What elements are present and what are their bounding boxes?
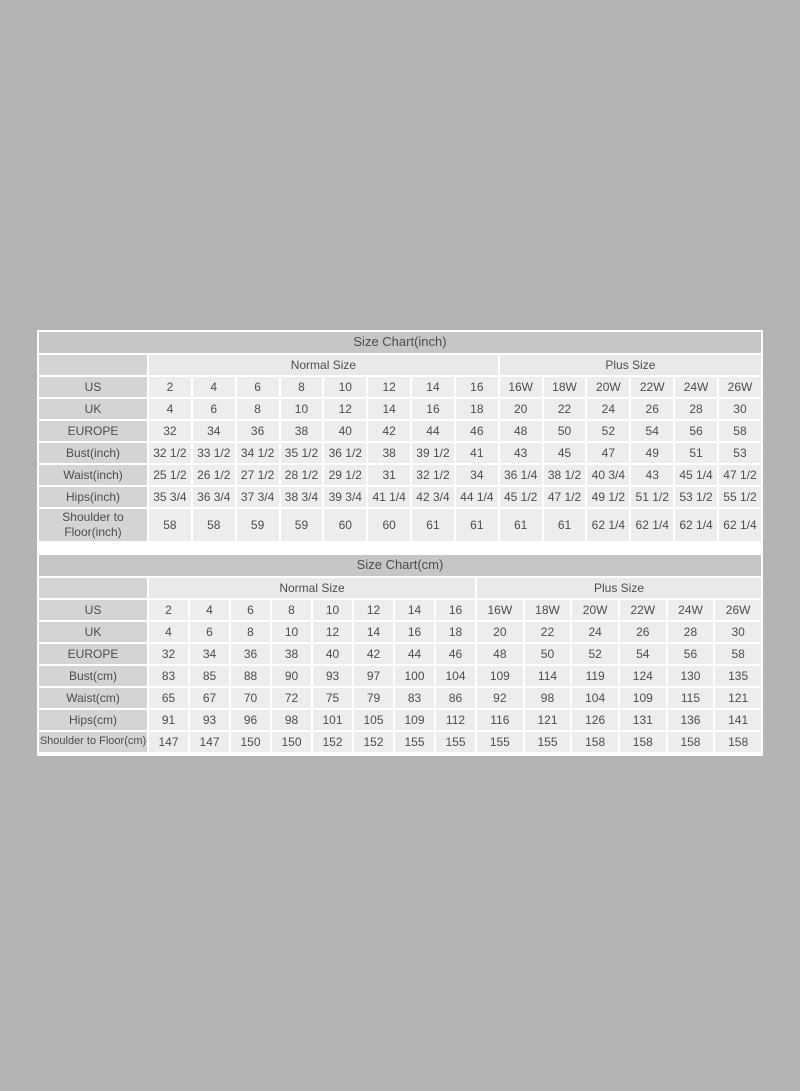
value-cell: 62 1/4 — [719, 509, 761, 541]
row-label: EUROPE — [39, 644, 147, 664]
value-cell: 37 3/4 — [237, 487, 279, 507]
value-cell: 58 — [149, 509, 191, 541]
value-cell: 45 1/2 — [500, 487, 542, 507]
value-cell: 131 — [620, 710, 666, 730]
value-cell: 22 — [525, 622, 571, 642]
value-cell: 158 — [620, 732, 666, 752]
value-cell: 90 — [272, 666, 311, 686]
value-cell: 147 — [149, 732, 188, 752]
value-cell: 32 — [149, 421, 191, 441]
value-cell: 12 — [368, 377, 410, 397]
value-cell: 61 — [544, 509, 586, 541]
value-cell: 48 — [477, 644, 523, 664]
value-cell: 34 — [456, 465, 498, 485]
value-cell: 39 3/4 — [324, 487, 366, 507]
corner-cell — [39, 578, 147, 598]
value-cell: 119 — [572, 666, 618, 686]
size-chart-inch-table — [37, 330, 763, 543]
table-row — [39, 688, 761, 708]
value-cell: 62 1/4 — [587, 509, 629, 541]
value-cell: 18W — [525, 600, 571, 620]
value-cell: 70 — [231, 688, 270, 708]
value-cell: 61 — [412, 509, 454, 541]
value-cell: 38 — [272, 644, 311, 664]
value-cell: 44 1/4 — [456, 487, 498, 507]
value-cell: 115 — [668, 688, 714, 708]
value-cell: 26 — [620, 622, 666, 642]
value-cell: 41 — [456, 443, 498, 463]
value-cell: 98 — [272, 710, 311, 730]
value-cell: 91 — [149, 710, 188, 730]
value-cell: 83 — [149, 666, 188, 686]
value-cell: 28 — [668, 622, 714, 642]
value-cell: 46 — [436, 644, 475, 664]
value-cell: 25 1/2 — [149, 465, 191, 485]
value-cell: 6 — [193, 399, 235, 419]
value-cell: 54 — [631, 421, 673, 441]
column-group-header: Plus Size — [477, 578, 761, 598]
value-cell: 44 — [412, 421, 454, 441]
value-cell: 38 1/2 — [544, 465, 586, 485]
value-cell: 42 — [354, 644, 393, 664]
value-cell: 49 — [631, 443, 673, 463]
value-cell: 16 — [395, 622, 434, 642]
value-cell: 88 — [231, 666, 270, 686]
value-cell: 10 — [324, 377, 366, 397]
row-label: US — [39, 377, 147, 397]
value-cell: 20W — [572, 600, 618, 620]
value-cell: 65 — [149, 688, 188, 708]
value-cell: 61 — [456, 509, 498, 541]
value-cell: 93 — [190, 710, 229, 730]
value-cell: 62 1/4 — [675, 509, 717, 541]
value-cell: 22 — [544, 399, 586, 419]
table-row — [39, 732, 761, 752]
value-cell: 105 — [354, 710, 393, 730]
value-cell: 38 — [281, 421, 323, 441]
column-group-header: Normal Size — [149, 355, 498, 375]
row-label: Bust(inch) — [39, 443, 147, 463]
value-cell: 50 — [525, 644, 571, 664]
value-cell: 52 — [572, 644, 618, 664]
value-cell: 72 — [272, 688, 311, 708]
table-row — [39, 421, 761, 441]
value-cell: 47 1/2 — [719, 465, 761, 485]
value-cell: 16 — [412, 399, 454, 419]
value-cell: 27 1/2 — [237, 465, 279, 485]
value-cell: 10 — [272, 622, 311, 642]
value-cell: 24W — [675, 377, 717, 397]
value-cell: 42 3/4 — [412, 487, 454, 507]
value-cell: 53 — [719, 443, 761, 463]
value-cell: 29 1/2 — [324, 465, 366, 485]
value-cell: 2 — [149, 377, 191, 397]
value-cell: 86 — [436, 688, 475, 708]
value-cell: 26 1/2 — [193, 465, 235, 485]
value-cell: 36 — [231, 644, 270, 664]
value-cell: 26W — [715, 600, 761, 620]
table-row — [39, 443, 761, 463]
row-label: Shoulder to Floor(inch) — [39, 509, 147, 541]
row-label: UK — [39, 622, 147, 642]
value-cell: 152 — [354, 732, 393, 752]
value-cell: 136 — [668, 710, 714, 730]
value-cell: 62 1/4 — [631, 509, 673, 541]
table-row — [39, 377, 761, 397]
value-cell: 28 — [675, 399, 717, 419]
value-cell: 155 — [525, 732, 571, 752]
value-cell: 31 — [368, 465, 410, 485]
row-label: UK — [39, 399, 147, 419]
value-cell: 109 — [395, 710, 434, 730]
value-cell: 45 — [544, 443, 586, 463]
value-cell: 22W — [631, 377, 673, 397]
column-group-header: Normal Size — [149, 578, 475, 598]
table-row — [39, 600, 761, 620]
value-cell: 48 — [500, 421, 542, 441]
value-cell: 54 — [620, 644, 666, 664]
value-cell: 20 — [477, 622, 523, 642]
value-cell: 34 — [190, 644, 229, 664]
value-cell: 126 — [572, 710, 618, 730]
value-cell: 135 — [715, 666, 761, 686]
value-cell: 47 1/2 — [544, 487, 586, 507]
value-cell: 4 — [190, 600, 229, 620]
value-cell: 53 1/2 — [675, 487, 717, 507]
value-cell: 141 — [715, 710, 761, 730]
value-cell: 58 — [719, 421, 761, 441]
value-cell: 114 — [525, 666, 571, 686]
value-cell: 58 — [193, 509, 235, 541]
value-cell: 26 — [631, 399, 673, 419]
value-cell: 97 — [354, 666, 393, 686]
value-cell: 10 — [313, 600, 352, 620]
value-cell: 20W — [587, 377, 629, 397]
value-cell: 109 — [477, 666, 523, 686]
table-row — [39, 399, 761, 419]
value-cell: 14 — [395, 600, 434, 620]
value-cell: 130 — [668, 666, 714, 686]
value-cell: 121 — [715, 688, 761, 708]
table-row — [39, 622, 761, 642]
value-cell: 155 — [395, 732, 434, 752]
value-cell: 96 — [231, 710, 270, 730]
table-title: Size Chart(cm) — [39, 555, 761, 576]
value-cell: 40 3/4 — [587, 465, 629, 485]
value-cell: 18W — [544, 377, 586, 397]
value-cell: 49 1/2 — [587, 487, 629, 507]
value-cell: 158 — [572, 732, 618, 752]
value-cell: 14 — [368, 399, 410, 419]
value-cell: 8 — [231, 622, 270, 642]
value-cell: 45 1/4 — [675, 465, 717, 485]
row-label: Shoulder to Floor(cm) — [39, 732, 147, 752]
value-cell: 147 — [190, 732, 229, 752]
value-cell: 58 — [715, 644, 761, 664]
value-cell: 16W — [500, 377, 542, 397]
value-cell: 10 — [281, 399, 323, 419]
value-cell: 32 1/2 — [149, 443, 191, 463]
value-cell: 44 — [395, 644, 434, 664]
value-cell: 93 — [313, 666, 352, 686]
row-label: US — [39, 600, 147, 620]
table-row — [39, 465, 761, 485]
value-cell: 51 1/2 — [631, 487, 673, 507]
table-row — [39, 509, 761, 541]
value-cell: 150 — [231, 732, 270, 752]
value-cell: 6 — [237, 377, 279, 397]
value-cell: 124 — [620, 666, 666, 686]
value-cell: 30 — [715, 622, 761, 642]
value-cell: 60 — [324, 509, 366, 541]
value-cell: 34 — [193, 421, 235, 441]
value-cell: 12 — [313, 622, 352, 642]
value-cell: 92 — [477, 688, 523, 708]
value-cell: 4 — [193, 377, 235, 397]
value-cell: 8 — [272, 600, 311, 620]
value-cell: 18 — [456, 399, 498, 419]
value-cell: 152 — [313, 732, 352, 752]
value-cell: 155 — [477, 732, 523, 752]
value-cell: 56 — [668, 644, 714, 664]
value-cell: 43 — [631, 465, 673, 485]
value-cell: 100 — [395, 666, 434, 686]
value-cell: 38 — [368, 443, 410, 463]
value-cell: 60 — [368, 509, 410, 541]
value-cell: 22W — [620, 600, 666, 620]
value-cell: 12 — [354, 600, 393, 620]
table-row — [39, 710, 761, 730]
value-cell: 116 — [477, 710, 523, 730]
value-cell: 6 — [231, 600, 270, 620]
value-cell: 59 — [281, 509, 323, 541]
value-cell: 52 — [587, 421, 629, 441]
value-cell: 20 — [500, 399, 542, 419]
value-cell: 34 1/2 — [237, 443, 279, 463]
corner-cell — [39, 355, 147, 375]
row-label: Waist(inch) — [39, 465, 147, 485]
value-cell: 46 — [456, 421, 498, 441]
value-cell: 4 — [149, 622, 188, 642]
value-cell: 104 — [572, 688, 618, 708]
value-cell: 2 — [149, 600, 188, 620]
column-group-header: Plus Size — [500, 355, 761, 375]
value-cell: 8 — [281, 377, 323, 397]
value-cell: 35 1/2 — [281, 443, 323, 463]
value-cell: 24 — [587, 399, 629, 419]
value-cell: 112 — [436, 710, 475, 730]
value-cell: 47 — [587, 443, 629, 463]
value-cell: 16 — [456, 377, 498, 397]
value-cell: 32 — [149, 644, 188, 664]
value-cell: 8 — [237, 399, 279, 419]
value-cell: 4 — [149, 399, 191, 419]
row-label: Hips(inch) — [39, 487, 147, 507]
value-cell: 35 3/4 — [149, 487, 191, 507]
table-row — [39, 487, 761, 507]
value-cell: 158 — [668, 732, 714, 752]
value-cell: 14 — [354, 622, 393, 642]
value-cell: 30 — [719, 399, 761, 419]
value-cell: 150 — [272, 732, 311, 752]
value-cell: 56 — [675, 421, 717, 441]
value-cell: 24W — [668, 600, 714, 620]
value-cell: 40 — [324, 421, 366, 441]
value-cell: 36 1/2 — [324, 443, 366, 463]
value-cell: 50 — [544, 421, 586, 441]
value-cell: 12 — [324, 399, 366, 419]
value-cell: 32 1/2 — [412, 465, 454, 485]
value-cell: 36 1/4 — [500, 465, 542, 485]
value-cell: 59 — [237, 509, 279, 541]
table-title: Size Chart(inch) — [39, 332, 761, 353]
value-cell: 24 — [572, 622, 618, 642]
value-cell: 28 1/2 — [281, 465, 323, 485]
value-cell: 121 — [525, 710, 571, 730]
value-cell: 36 — [237, 421, 279, 441]
value-cell: 83 — [395, 688, 434, 708]
table-row — [39, 666, 761, 686]
value-cell: 26W — [719, 377, 761, 397]
value-cell: 43 — [500, 443, 542, 463]
value-cell: 18 — [436, 622, 475, 642]
value-cell: 158 — [715, 732, 761, 752]
value-cell: 79 — [354, 688, 393, 708]
value-cell: 38 3/4 — [281, 487, 323, 507]
size-chart-cm-table — [37, 553, 763, 754]
value-cell: 36 3/4 — [193, 487, 235, 507]
value-cell: 14 — [412, 377, 454, 397]
value-cell: 39 1/2 — [412, 443, 454, 463]
value-cell: 67 — [190, 688, 229, 708]
value-cell: 155 — [436, 732, 475, 752]
table-row — [39, 644, 761, 664]
value-cell: 109 — [620, 688, 666, 708]
value-cell: 42 — [368, 421, 410, 441]
value-cell: 104 — [436, 666, 475, 686]
value-cell: 85 — [190, 666, 229, 686]
value-cell: 101 — [313, 710, 352, 730]
value-cell: 6 — [190, 622, 229, 642]
value-cell: 98 — [525, 688, 571, 708]
value-cell: 51 — [675, 443, 717, 463]
value-cell: 40 — [313, 644, 352, 664]
value-cell: 61 — [500, 509, 542, 541]
value-cell: 75 — [313, 688, 352, 708]
size-chart-panel — [37, 330, 763, 756]
value-cell: 41 1/4 — [368, 487, 410, 507]
row-label: EUROPE — [39, 421, 147, 441]
value-cell: 16W — [477, 600, 523, 620]
row-label: Hips(cm) — [39, 710, 147, 730]
value-cell: 33 1/2 — [193, 443, 235, 463]
value-cell: 55 1/2 — [719, 487, 761, 507]
row-label: Waist(cm) — [39, 688, 147, 708]
row-label: Bust(cm) — [39, 666, 147, 686]
value-cell: 16 — [436, 600, 475, 620]
